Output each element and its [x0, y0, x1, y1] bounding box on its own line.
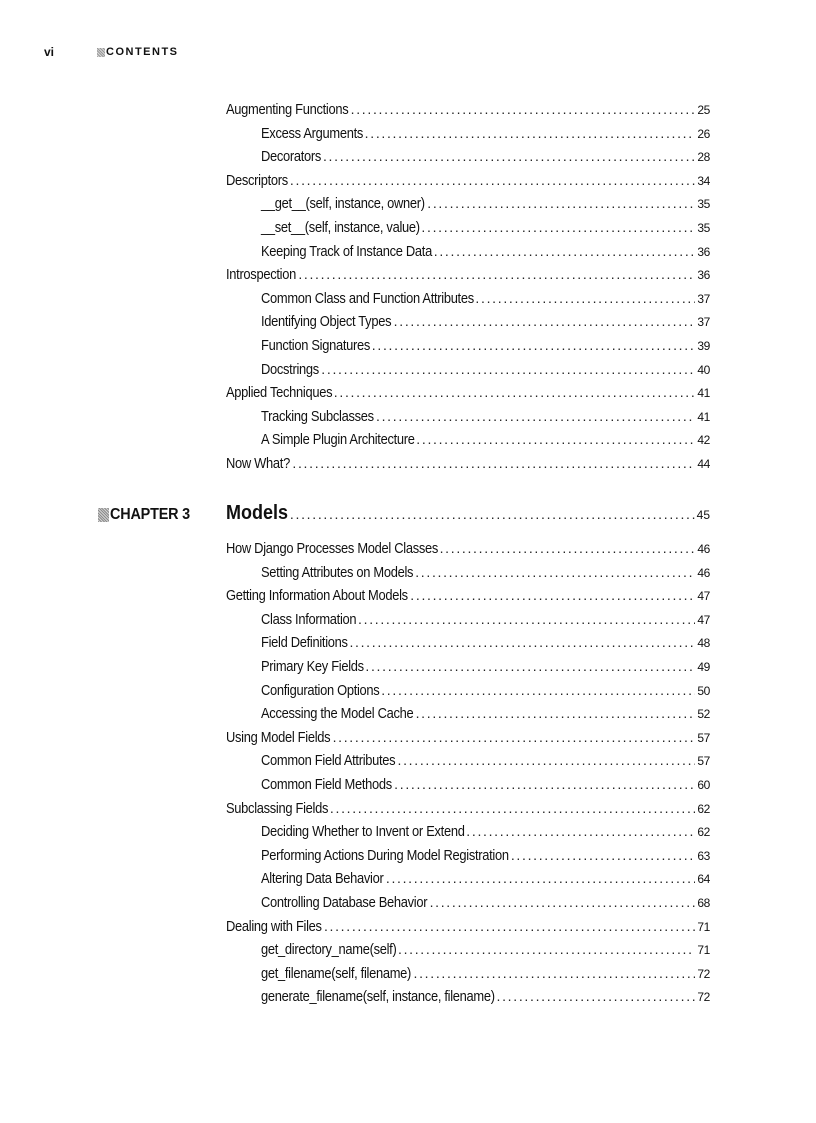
chapter-title: Models [226, 502, 289, 524]
dot-leader [398, 751, 696, 769]
dot-leader [372, 336, 696, 354]
toc-entry[interactable] [261, 430, 710, 449]
toc-entry-title: Applied Techniques [226, 384, 333, 402]
toc-entry-title: Accessing the Model Cache [261, 705, 414, 723]
toc-entry-title: Performing Actions During Model Registration [261, 846, 509, 864]
toc-entry[interactable] [261, 563, 710, 582]
toc-entry-page: 35 [697, 221, 710, 235]
toc-entry-page: 49 [697, 660, 710, 674]
dot-leader [398, 940, 695, 958]
toc-entry[interactable] [261, 242, 710, 261]
toc-entry-title: Identifying Object Types [261, 313, 392, 331]
toc-entry-title: A Simple Plugin Architecture [261, 431, 415, 449]
toc-entry[interactable] [261, 336, 710, 355]
toc-entry-title: __set__(self, instance, value) [261, 219, 420, 236]
toc-entry-title: Altering Data Behavior [261, 870, 384, 888]
toc-entry-page: 62 [697, 801, 710, 816]
dot-leader [421, 218, 695, 236]
dot-leader [365, 657, 695, 675]
toc-entry[interactable] [261, 846, 710, 865]
page-number: vi [44, 45, 55, 59]
toc-entry[interactable] [261, 751, 710, 770]
dot-leader [330, 799, 695, 817]
section-marker-icon [97, 48, 105, 57]
toc-entry[interactable] [226, 728, 710, 747]
dot-leader [414, 964, 696, 982]
toc-entry[interactable] [226, 539, 710, 558]
chapter-marker-icon [98, 508, 109, 522]
toc-entry-title: Excess Arguments [261, 124, 364, 142]
toc-entry[interactable] [226, 799, 710, 818]
toc-entry-page: 26 [697, 126, 710, 141]
toc-entry-page: 42 [697, 433, 710, 448]
toc-entry-page: 36 [697, 268, 710, 283]
toc-entry-title: Field Definitions [261, 634, 348, 652]
toc-entry-title: Now What? [226, 455, 290, 472]
toc-entry-title: __get__(self, instance, owner) [261, 195, 425, 213]
toc-entry-page: 64 [697, 872, 710, 887]
toc-entry-page: 62 [697, 825, 710, 840]
toc-entry-title: How Django Processes Model Classes [226, 540, 439, 557]
dot-leader [290, 506, 695, 522]
toc-entry[interactable] [261, 633, 710, 652]
toc-entry-page: 41 [697, 386, 710, 401]
toc-entry-title: Subclassing Fields [226, 799, 329, 817]
toc-entry-page: 47 [697, 589, 710, 604]
toc-entry-page: 25 [697, 103, 710, 117]
toc-entry-title: Common Field Methods [261, 776, 392, 793]
toc-entry-page: 46 [697, 565, 710, 580]
toc-entry-page: 50 [697, 683, 710, 698]
dot-leader [416, 704, 696, 722]
toc-entry[interactable] [261, 987, 710, 1006]
toc-entry-title: Configuration Options [261, 681, 380, 699]
dot-leader [415, 563, 695, 581]
dot-leader [324, 917, 695, 935]
toc-entry-page: 28 [697, 150, 710, 165]
toc-entry[interactable] [261, 610, 710, 629]
dot-leader [376, 407, 695, 425]
toc-entry[interactable] [261, 822, 710, 841]
toc-entry[interactable] [226, 383, 710, 402]
dot-leader [298, 265, 695, 283]
toc-entry-title: Deciding Whether to Invent or Extend [261, 823, 465, 841]
dot-leader [333, 728, 696, 746]
toc-entry-title: get_filename(self, filename) [261, 964, 412, 982]
dot-leader [427, 194, 695, 212]
chapter-heading-entry[interactable] [226, 502, 710, 525]
toc-entry-title: Augmenting Functions [226, 101, 349, 118]
dot-leader [394, 775, 695, 793]
dot-leader [365, 124, 696, 142]
toc-entry-title: Setting Attributes on Models [261, 563, 414, 581]
toc-entry[interactable] [261, 194, 710, 213]
toc-entry-page: 34 [697, 173, 710, 188]
toc-entry-title: Tracking Subclasses [261, 407, 374, 425]
toc-entry[interactable] [261, 147, 710, 166]
dot-leader [434, 242, 696, 260]
toc-entry-page: 37 [697, 291, 710, 306]
toc-entry-title: Docstrings [261, 360, 319, 378]
toc-entry-title: get_directory_name(self) [261, 941, 397, 959]
dot-leader [334, 383, 696, 401]
toc-entry-page: 46 [697, 542, 710, 556]
toc-entry[interactable] [226, 586, 710, 605]
toc-entry-title: Getting Information About Models [226, 587, 408, 605]
toc-entry-title: Common Field Attributes [261, 752, 396, 770]
toc-entry-title: Using Model Fields [226, 728, 331, 746]
toc-entry-page: 72 [697, 990, 710, 1005]
toc-entry[interactable] [261, 289, 710, 308]
toc-entry[interactable] [226, 917, 710, 936]
toc-entry-title: generate_filename(self, instance, filename) [261, 988, 495, 1006]
toc-entry-page: 71 [697, 919, 710, 934]
toc-entry[interactable] [226, 265, 710, 284]
toc-entry[interactable] [261, 218, 710, 237]
toc-entry-title: Primary Key Fields [261, 658, 364, 675]
toc-entry-page: 71 [697, 943, 710, 958]
dot-leader [497, 987, 696, 1005]
dot-leader [430, 893, 696, 911]
toc-entry-page: 40 [697, 362, 710, 377]
running-head-title: CONTENTS [106, 46, 179, 58]
toc-entry[interactable] [261, 407, 710, 426]
toc-entry-page: 72 [697, 966, 710, 981]
dot-leader [321, 360, 695, 378]
toc-entry[interactable] [261, 360, 710, 379]
toc-entry-page: 60 [697, 778, 710, 792]
toc-entry-page: 41 [697, 409, 710, 424]
chapter-label [98, 506, 199, 524]
dot-leader [351, 100, 696, 118]
toc-entry-page: 52 [697, 707, 710, 722]
toc-entry[interactable] [261, 657, 710, 676]
toc-entry-page: 36 [697, 244, 710, 259]
toc-entry-title: Dealing with Files [226, 917, 322, 935]
dot-leader [292, 454, 695, 472]
dot-leader [349, 633, 695, 651]
toc-entry[interactable] [261, 775, 710, 794]
dot-leader [386, 869, 695, 887]
chapter-page-number: 45 [696, 508, 710, 522]
toc-entry-title: Class Information [261, 610, 357, 628]
toc-entry-title: Common Class and Function Attributes [261, 289, 474, 307]
dot-leader [466, 822, 695, 840]
toc-entry-page: 44 [697, 457, 710, 471]
toc-entry-page: 48 [697, 636, 710, 651]
dot-leader [381, 681, 695, 699]
toc-entry[interactable] [261, 869, 710, 888]
dot-leader [358, 610, 695, 628]
toc-entry[interactable] [226, 171, 710, 190]
chapter-number: CHAPTER 3 [110, 506, 191, 523]
dot-leader [410, 586, 695, 604]
toc-entry[interactable] [261, 704, 710, 723]
dot-leader [323, 147, 695, 165]
toc-entry-page: 39 [697, 339, 710, 353]
toc-entry-title: Controlling Database Behavior [261, 894, 428, 911]
toc-entry[interactable] [261, 893, 710, 912]
toc-entry[interactable] [226, 454, 710, 473]
toc-entry-title: Keeping Track of Instance Data [261, 242, 432, 260]
toc-entry-page: 63 [697, 848, 710, 863]
toc-entry[interactable] [261, 940, 710, 959]
toc-entry-title: Decorators [261, 148, 322, 166]
dot-leader [416, 430, 695, 448]
running-head [44, 44, 179, 60]
toc-entry-page: 57 [697, 730, 710, 745]
toc-entry[interactable] [261, 681, 710, 700]
toc-entry-page: 57 [697, 754, 710, 769]
toc-entry[interactable] [226, 100, 710, 119]
toc-entry-title: Introspection [226, 266, 296, 284]
toc-entry-page: 35 [697, 197, 710, 212]
dot-leader [394, 312, 696, 330]
toc-entry[interactable] [261, 124, 710, 143]
dot-leader [290, 171, 695, 189]
toc-entry[interactable] [261, 312, 710, 331]
toc-entry-title: Descriptors [226, 171, 288, 189]
toc-entry-page: 37 [697, 315, 710, 330]
toc-entry-page: 68 [697, 896, 710, 910]
dot-leader [475, 289, 695, 307]
toc-entry[interactable] [261, 964, 710, 983]
dot-leader [440, 539, 696, 557]
dot-leader [511, 846, 696, 864]
toc-entry-page: 47 [697, 612, 710, 627]
toc-entry-title: Function Signatures [261, 337, 371, 354]
